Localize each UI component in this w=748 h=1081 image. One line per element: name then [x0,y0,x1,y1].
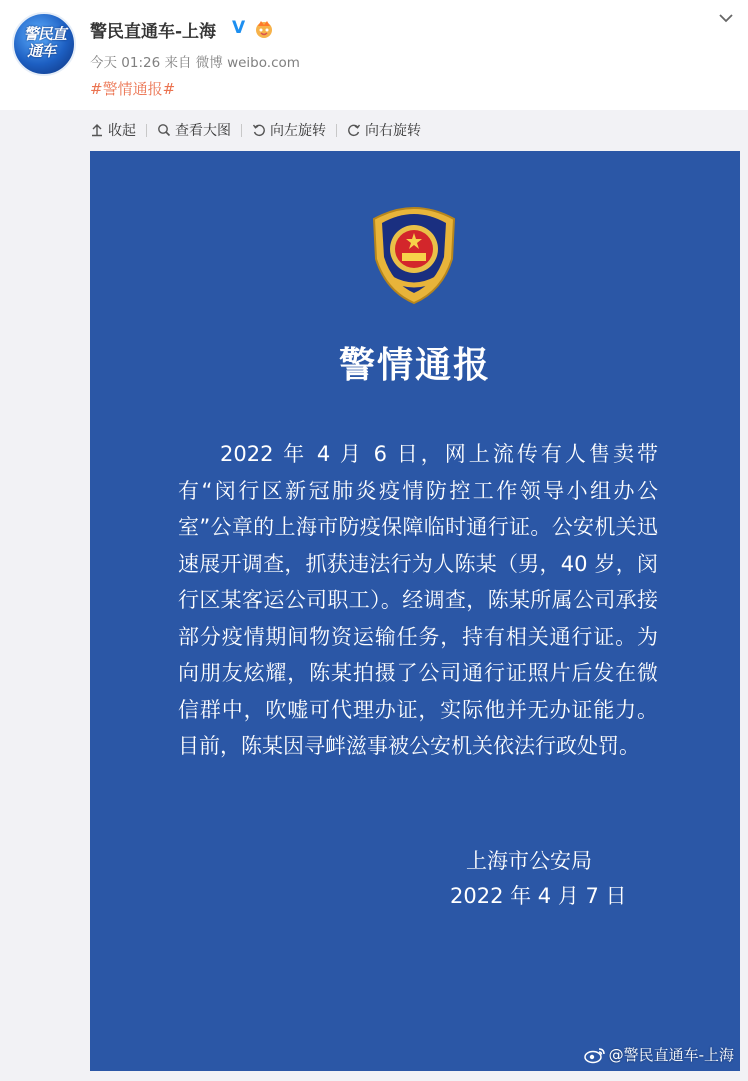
verified-icon: V [232,18,246,38]
arrow-up-icon [90,123,104,137]
topic-hashtag[interactable]: #警情通报# [90,80,176,98]
source-prefix: 来自 [164,55,192,71]
view-large-button[interactable] [157,120,231,140]
collapse-label: 收起 [108,123,136,139]
image-toolbar [90,118,421,142]
collapse-button[interactable] [90,120,136,140]
divider [336,124,337,137]
post-header [0,0,748,110]
username[interactable]: 警民直通车-上海 [90,22,217,42]
rotate-left-button[interactable] [252,120,326,140]
rotate-right-label: 向右旋转 [365,123,421,139]
bulletin-image[interactable] [90,151,740,1071]
watermark-text: @警民直通车-上海 [608,1046,734,1064]
watermark [584,1044,734,1065]
crown-badge-icon [253,17,275,39]
bulletin-title: 警情通报 [338,345,491,386]
divider [146,124,147,137]
avatar-text: 警民直通车 [22,25,69,60]
view-large-label: 查看大图 [175,123,231,139]
signature-date: 2022 年 4 月 7 日 [450,884,627,908]
divider [241,124,242,137]
source-link[interactable]: 微博 weibo.com [195,55,300,71]
chevron-down-icon[interactable] [718,10,734,26]
rotate-left-icon [252,123,266,137]
rotate-right-icon [347,123,361,137]
police-emblem-icon [362,199,466,307]
avatar[interactable] [12,12,76,76]
rotate-right-button[interactable] [347,120,421,140]
weibo-logo-icon [584,1046,606,1064]
magnifier-icon [157,123,171,137]
timestamp[interactable]: 今天 01:26 [90,55,161,71]
bulletin-body: 2022 年 4 月 6 日，网上流传有人售卖带有“闵行区新冠肺炎疫情防控工作领导小组办公室”公章的上海市防疫保障临时通行证。公安机关迅速展开调查，抓获违法行为人陈某（男，40 岁，闵行区某客运公司职工）。经调查，陈某所属公司承接部分疫情期间物资运输任务，持有相关通行证。为向朋友炫耀，陈某拍摄了公司通行证照片后发在微信群中，吹嘘可代理办证，实际他并无办证能力。目前，陈某因寻衅滋事被公安机关依法行政处罚。 [178,442,658,758]
rotate-left-label: 向左旋转 [270,123,326,139]
signature-org: 上海市公安局 [466,849,592,873]
post-meta [90,51,300,71]
